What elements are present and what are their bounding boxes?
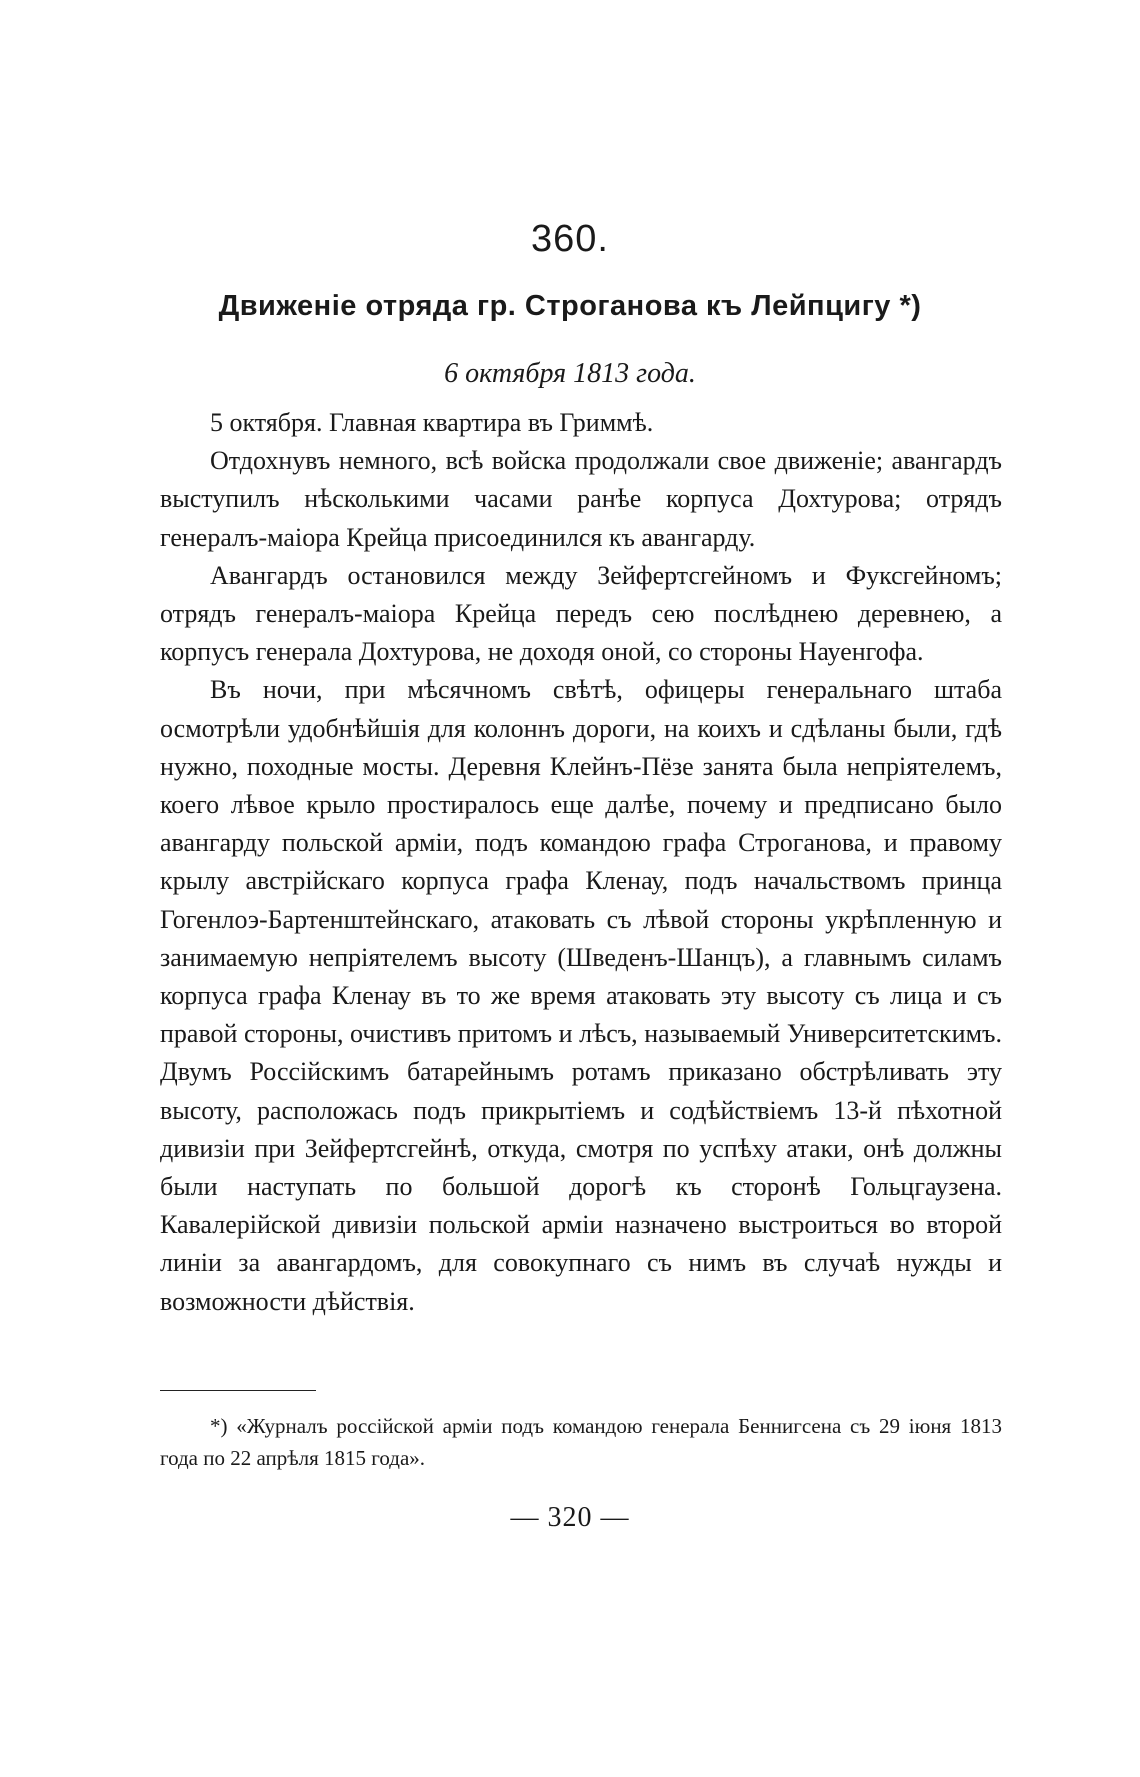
page-number: — 320 — [510, 1502, 630, 1533]
paragraph: Въ ночи, при мѣсячномъ свѣтѣ, офицеры генеральнаго штаба осмотрѣли удобнѣйшія для колоннъ дороги, на коихъ и сдѣланы были, гдѣ нужно, походные мосты. Деревня Клейнъ-Пёзе занята была непріятелемъ, коего лѣвое крыло простиралось еще далѣе, почему и предписано было авангарду польской арміи, подъ командою графа Строганова, и правому крылу австрійскаго корпуса графа Кленау, подъ начальствомъ принца Гогенлоэ-Бартенштейнскаго, атаковать съ лѣвой стороны укрѣпленную и занимаемую непріятелемъ высоту (Шведенъ-Шанцъ), а главнымъ силамъ корпуса графа Кленау въ то же время атаковать эту высоту съ лица и съ правой стороны, очистивъ притомъ и лѣсъ, называемый Университетскимъ. Двумъ Россійскимъ батарейнымъ ротамъ приказано обстрѣливать эту высоту, расположась подъ прикрытіемъ и содѣйствіемъ 13-й пѣхотной дивизіи при Зейфертсгейнѣ, откуда, смотря по успѣху атаки, онѣ должны были наступать по большой дорогѣ къ сторонѣ Гольцгаузена. Кавалерійской дивизіи польской арміи назначено выстроиться во второй линіи за авангардомъ, для совокупнаго съ нимъ въ случаѣ нужды и возможности дѣйствія. [160, 675, 1002, 1316]
document-date: 6 октября 1813 года. [444, 358, 696, 389]
footnote: *) «Журналъ россійской арміи подъ командою генерала Беннигсена съ 29 іюня 1813 года по 22 апрѣля 1815 года». [160, 1414, 1002, 1470]
paragraph: Отдохнувъ немного, всѣ войска продолжали свое движеніе; авангардъ выступилъ нѣсколькими часами ранѣе корпуса Дохтурова; отрядъ генералъ-маіора Крейца присоединился къ авангарду. [160, 446, 1002, 552]
paragraph: 5 октября. Главная квартира въ Гриммѣ. [210, 408, 654, 437]
document-number: 360. [531, 218, 609, 260]
body-text [160, 404, 1002, 1321]
document-title: Движеніе отряда гр. Строганова къ Лейпцигу *) [218, 290, 922, 322]
paragraph: Авангардъ остановился между Зейфертсгейномъ и Фуксгейномъ; отрядъ генералъ-маіора Крейца передъ сею послѣднею деревнею, а корпусъ генерала Дохтурова, не доходя оной, со стороны Науенгофа. [160, 560, 1002, 667]
footnote-divider [160, 1390, 316, 1391]
